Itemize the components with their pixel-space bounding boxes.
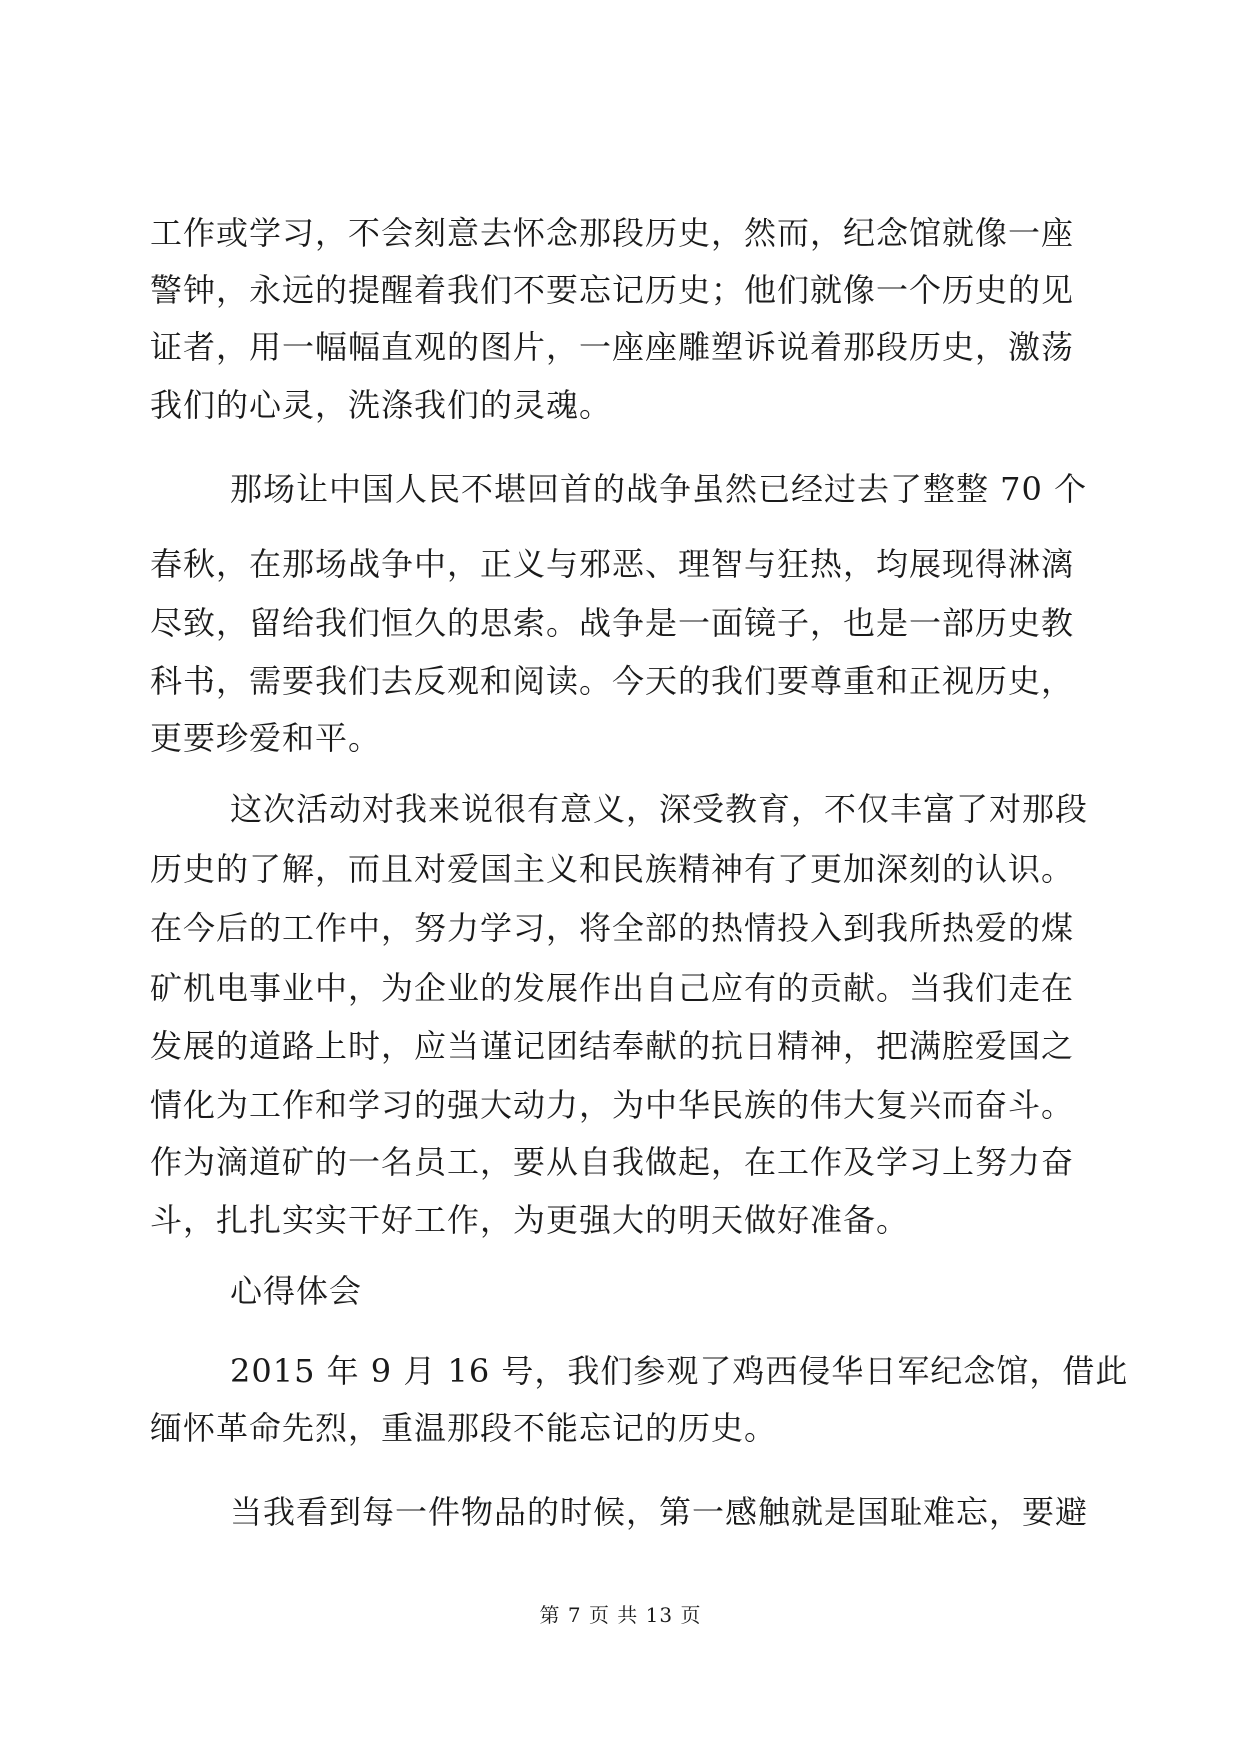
text-line-3: 证者，用一幅幅直观的图片，一座座雕塑诉说着那段历史，激荡 [150,328,1075,366]
text-line-7: 尽致，留给我们恒久的思索。战争是一面镜子，也是一部历史教 [150,604,1075,642]
text-line-2: 警钟，永远的提醒着我们不要忘记历史；他们就像一个历史的见 [150,271,1075,309]
text-line-15: 情化为工作和学习的强大动力，为中华民族的伟大复兴而奋斗。 [150,1086,1075,1124]
text-line-10: 这次活动对我来说很有意义，深受教育，不仅丰富了对那段 [230,790,1089,828]
text-line-13: 矿机电事业中，为企业的发展作出自己应有的贡献。当我们走在 [150,969,1075,1007]
section-heading: 心得体会 [230,1272,363,1310]
text-line-12: 在今后的工作中，努力学习，将全部的热情投入到我所热爱的煤 [150,909,1075,947]
page-footer: 第 7 页 共 13 页 [539,1603,702,1627]
text-line-5: 那场让中国人民不堪回首的战争虽然已经过去了整整 70 个 [230,470,1088,508]
text-line-21: 当我看到每一件物品的时候，第一感触就是国耻难忘，要避 [230,1493,1089,1531]
text-line-11: 历史的了解，而且对爱国主义和民族精神有了更加深刻的认识。 [150,850,1075,888]
text-line-19: 2015 年 9 月 16 号，我们参观了鸡西侵华日军纪念馆，借此 [230,1352,1129,1390]
text-line-14: 发展的道路上时，应当谨记团结奉献的抗日精神，把满腔爱国之 [150,1027,1075,1065]
text-line-17: 斗，扎扎实实干好工作，为更强大的明天做好准备。 [150,1201,910,1239]
text-line-20: 缅怀革命先烈，重温那段不能忘记的历史。 [150,1409,778,1447]
text-line-6: 春秋，在那场战争中，正义与邪恶、理智与狂热，均展现得淋漓 [150,545,1075,583]
text-line-9: 更要珍爱和平。 [150,719,382,757]
text-line-1: 工作或学习，不会刻意去怀念那段历史，然而，纪念馆就像一座 [150,214,1075,252]
text-line-8: 科书，需要我们去反观和阅读。今天的我们要尊重和正视历史， [150,662,1075,700]
text-line-16: 作为滴道矿的一名员工，要从自我做起，在工作及学习上努力奋 [150,1143,1075,1181]
text-line-4: 我们的心灵，洗涤我们的灵魂。 [150,386,613,424]
